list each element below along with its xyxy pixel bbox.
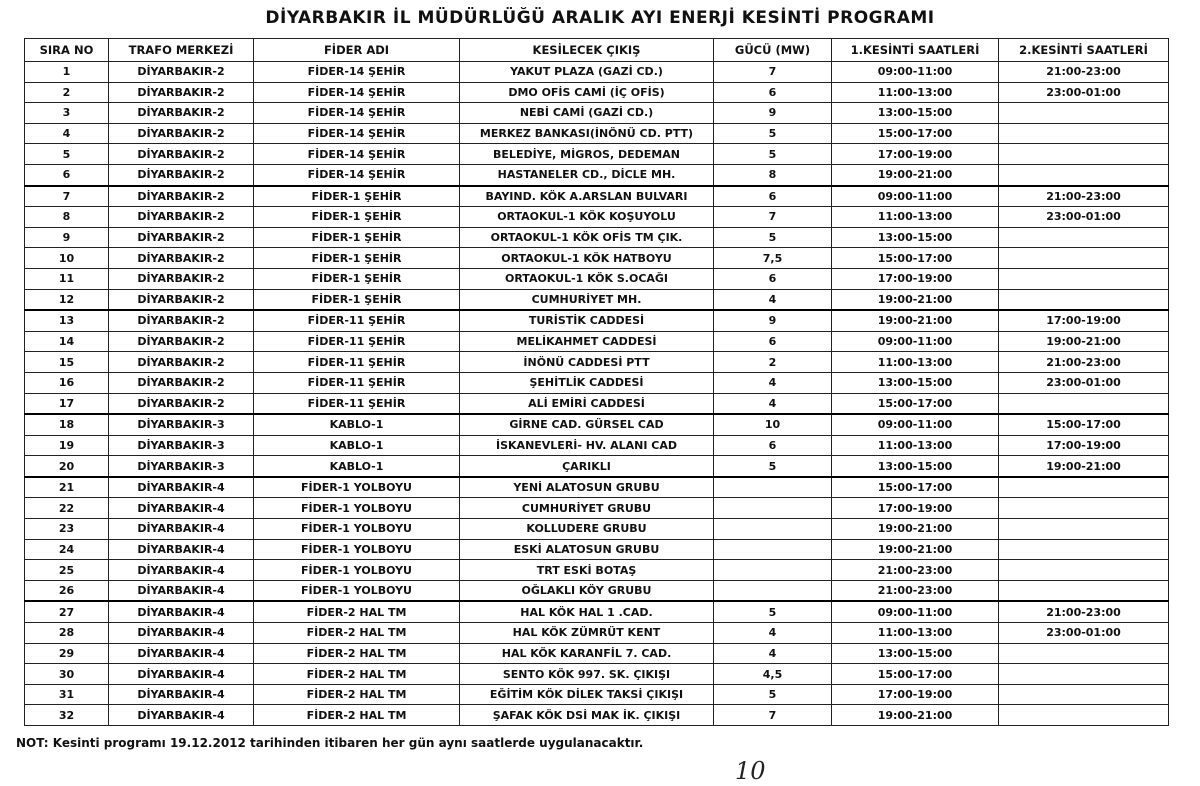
cell-gucu: 6: [714, 435, 832, 456]
cell-kesilecek-cikis: ÇARIKLI: [460, 456, 714, 477]
col-header-fider-adi: FİDER ADI: [254, 39, 460, 62]
cell-gucu: 6: [714, 268, 832, 289]
cell-gucu: [714, 477, 832, 498]
cell-kesinti-2: [999, 393, 1169, 414]
cell-kesinti-1: 21:00-23:00: [832, 560, 999, 581]
cell-kesinti-2: [999, 664, 1169, 685]
cell-kesinti-2: [999, 123, 1169, 144]
cell-kesilecek-cikis: EĞİTİM KÖK DİLEK TAKSİ ÇIKIŞI: [460, 684, 714, 705]
cell-kesilecek-cikis: TURİSTİK CADDESİ: [460, 310, 714, 331]
cell-kesilecek-cikis: ORTAOKUL-1 KÖK HATBOYU: [460, 248, 714, 269]
cell-sira-no: 4: [25, 123, 109, 144]
cell-kesilecek-cikis: HAL KÖK ZÜMRÜT KENT: [460, 623, 714, 644]
cell-gucu: 9: [714, 103, 832, 124]
table-row: [25, 248, 1169, 269]
cell-fider-adi: FİDER-2 HAL TM: [254, 705, 460, 726]
cell-trafo-merkezi: DİYARBAKIR-2: [109, 207, 254, 228]
cell-gucu: [714, 498, 832, 519]
cell-trafo-merkezi: DİYARBAKIR-2: [109, 82, 254, 103]
cell-fider-adi: FİDER-11 ŞEHİR: [254, 393, 460, 414]
outage-schedule-table: [24, 38, 1169, 726]
cell-kesinti-1: 15:00-17:00: [832, 248, 999, 269]
cell-sira-no: 13: [25, 310, 109, 331]
cell-gucu: 6: [714, 186, 832, 207]
cell-sira-no: 9: [25, 227, 109, 248]
table-row: [25, 289, 1169, 310]
cell-gucu: 5: [714, 684, 832, 705]
cell-sira-no: 11: [25, 268, 109, 289]
col-header-gucu: GÜCÜ (MW): [714, 39, 832, 62]
table-row: [25, 705, 1169, 726]
cell-sira-no: 18: [25, 414, 109, 435]
table-row: [25, 82, 1169, 103]
cell-kesilecek-cikis: HASTANELER CD., DİCLE MH.: [460, 164, 714, 185]
cell-kesilecek-cikis: GİRNE CAD. GÜRSEL CAD: [460, 414, 714, 435]
cell-kesinti-2: 21:00-23:00: [999, 352, 1169, 373]
cell-kesilecek-cikis: YAKUT PLAZA (GAZİ CD.): [460, 62, 714, 83]
cell-fider-adi: FİDER-11 ŞEHİR: [254, 310, 460, 331]
cell-trafo-merkezi: DİYARBAKIR-4: [109, 601, 254, 622]
cell-fider-adi: FİDER-2 HAL TM: [254, 684, 460, 705]
cell-sira-no: 31: [25, 684, 109, 705]
col-header-trafo-merkezi: TRAFO MERKEZİ: [109, 39, 254, 62]
table-row: [25, 393, 1169, 414]
cell-trafo-merkezi: DİYARBAKIR-4: [109, 539, 254, 560]
cell-fider-adi: FİDER-1 YOLBOYU: [254, 580, 460, 601]
document-title: DİYARBAKIR İL MÜDÜRLÜĞÜ ARALIK AYI ENERJİ KESİNTİ PROGRAMI: [265, 8, 935, 28]
table-row: [25, 664, 1169, 685]
cell-fider-adi: KABLO-1: [254, 435, 460, 456]
cell-kesinti-2: [999, 560, 1169, 581]
cell-kesilecek-cikis: İNÖNÜ CADDESİ PTT: [460, 352, 714, 373]
table-row: [25, 684, 1169, 705]
cell-kesinti-1: 17:00-19:00: [832, 684, 999, 705]
cell-kesilecek-cikis: CUMHURİYET MH.: [460, 289, 714, 310]
cell-gucu: [714, 539, 832, 560]
cell-kesinti-1: 19:00-21:00: [832, 289, 999, 310]
cell-kesinti-2: [999, 248, 1169, 269]
table-row: [25, 144, 1169, 165]
cell-kesilecek-cikis: CUMHURİYET GRUBU: [460, 498, 714, 519]
cell-kesinti-2: [999, 519, 1169, 540]
table-row: [25, 580, 1169, 601]
table-row: [25, 601, 1169, 622]
table-row: [25, 331, 1169, 352]
cell-trafo-merkezi: DİYARBAKIR-4: [109, 580, 254, 601]
table-row: [25, 414, 1169, 435]
cell-fider-adi: FİDER-11 ŞEHİR: [254, 372, 460, 393]
cell-gucu: 9: [714, 310, 832, 331]
cell-kesinti-2: 19:00-21:00: [999, 331, 1169, 352]
cell-fider-adi: FİDER-1 YOLBOYU: [254, 498, 460, 519]
cell-kesilecek-cikis: YENİ ALATOSUN GRUBU: [460, 477, 714, 498]
cell-sira-no: 30: [25, 664, 109, 685]
cell-kesilecek-cikis: ŞEHİTLİK CADDESİ: [460, 372, 714, 393]
cell-fider-adi: FİDER-1 YOLBOYU: [254, 539, 460, 560]
cell-fider-adi: FİDER-1 ŞEHİR: [254, 227, 460, 248]
cell-trafo-merkezi: DİYARBAKIR-4: [109, 519, 254, 540]
cell-kesinti-2: 23:00-01:00: [999, 82, 1169, 103]
cell-sira-no: 19: [25, 435, 109, 456]
cell-sira-no: 1: [25, 62, 109, 83]
cell-trafo-merkezi: DİYARBAKIR-3: [109, 456, 254, 477]
cell-kesinti-1: 15:00-17:00: [832, 664, 999, 685]
cell-kesinti-1: 13:00-15:00: [832, 103, 999, 124]
cell-kesinti-2: [999, 498, 1169, 519]
cell-kesilecek-cikis: DMO OFİS CAMİ (İÇ OFİS): [460, 82, 714, 103]
cell-sira-no: 22: [25, 498, 109, 519]
cell-kesinti-1: 09:00-11:00: [832, 601, 999, 622]
cell-gucu: 7: [714, 62, 832, 83]
cell-gucu: 6: [714, 82, 832, 103]
table-row: [25, 477, 1169, 498]
cell-fider-adi: FİDER-14 ŞEHİR: [254, 144, 460, 165]
cell-fider-adi: FİDER-14 ŞEHİR: [254, 103, 460, 124]
cell-sira-no: 28: [25, 623, 109, 644]
cell-fider-adi: FİDER-2 HAL TM: [254, 664, 460, 685]
cell-sira-no: 29: [25, 643, 109, 664]
cell-kesilecek-cikis: İSKANEVLERİ- HV. ALANI CAD: [460, 435, 714, 456]
cell-kesinti-1: 17:00-19:00: [832, 498, 999, 519]
cell-kesilecek-cikis: HAL KÖK KARANFİL 7. CAD.: [460, 643, 714, 664]
cell-fider-adi: KABLO-1: [254, 414, 460, 435]
cell-kesilecek-cikis: TRT ESKİ BOTAŞ: [460, 560, 714, 581]
handwritten-signature: 10: [735, 757, 766, 785]
table-row: [25, 310, 1169, 331]
cell-kesinti-2: 21:00-23:00: [999, 601, 1169, 622]
cell-kesinti-2: 23:00-01:00: [999, 623, 1169, 644]
cell-gucu: 5: [714, 144, 832, 165]
cell-trafo-merkezi: DİYARBAKIR-2: [109, 186, 254, 207]
table-row: [25, 560, 1169, 581]
cell-kesinti-2: 17:00-19:00: [999, 435, 1169, 456]
cell-trafo-merkezi: DİYARBAKIR-2: [109, 103, 254, 124]
cell-gucu: 4: [714, 372, 832, 393]
cell-kesinti-2: 23:00-01:00: [999, 372, 1169, 393]
table-row: [25, 372, 1169, 393]
table-row: [25, 643, 1169, 664]
cell-kesinti-1: 13:00-15:00: [832, 456, 999, 477]
cell-fider-adi: FİDER-14 ŞEHİR: [254, 164, 460, 185]
cell-sira-no: 6: [25, 164, 109, 185]
cell-trafo-merkezi: DİYARBAKIR-3: [109, 435, 254, 456]
cell-kesilecek-cikis: BAYIND. KÖK A.ARSLAN BULVARI: [460, 186, 714, 207]
cell-kesilecek-cikis: MERKEZ BANKASI(İNÖNÜ CD. PTT): [460, 123, 714, 144]
cell-sira-no: 26: [25, 580, 109, 601]
cell-kesilecek-cikis: KOLLUDERE GRUBU: [460, 519, 714, 540]
cell-trafo-merkezi: DİYARBAKIR-4: [109, 705, 254, 726]
cell-kesilecek-cikis: ESKİ ALATOSUN GRUBU: [460, 539, 714, 560]
cell-trafo-merkezi: DİYARBAKIR-2: [109, 123, 254, 144]
cell-sira-no: 2: [25, 82, 109, 103]
cell-kesinti-2: [999, 539, 1169, 560]
cell-kesinti-2: [999, 227, 1169, 248]
table-row: [25, 519, 1169, 540]
cell-kesinti-1: 19:00-21:00: [832, 519, 999, 540]
cell-kesilecek-cikis: NEBİ CAMİ (GAZİ CD.): [460, 103, 714, 124]
cell-gucu: 4: [714, 289, 832, 310]
cell-gucu: 5: [714, 227, 832, 248]
cell-fider-adi: FİDER-14 ŞEHİR: [254, 123, 460, 144]
cell-kesinti-1: 19:00-21:00: [832, 705, 999, 726]
cell-fider-adi: FİDER-1 ŞEHİR: [254, 186, 460, 207]
cell-kesinti-2: 15:00-17:00: [999, 414, 1169, 435]
cell-sira-no: 14: [25, 331, 109, 352]
cell-sira-no: 25: [25, 560, 109, 581]
cell-kesinti-2: [999, 684, 1169, 705]
cell-kesinti-2: [999, 477, 1169, 498]
cell-gucu: 5: [714, 123, 832, 144]
cell-sira-no: 23: [25, 519, 109, 540]
cell-fider-adi: FİDER-11 ŞEHİR: [254, 331, 460, 352]
cell-kesinti-1: 13:00-15:00: [832, 227, 999, 248]
cell-trafo-merkezi: DİYARBAKIR-2: [109, 268, 254, 289]
table-row: [25, 352, 1169, 373]
cell-sira-no: 12: [25, 289, 109, 310]
cell-fider-adi: KABLO-1: [254, 456, 460, 477]
cell-kesinti-2: 21:00-23:00: [999, 186, 1169, 207]
cell-sira-no: 17: [25, 393, 109, 414]
cell-gucu: [714, 580, 832, 601]
cell-sira-no: 27: [25, 601, 109, 622]
cell-gucu: 4: [714, 393, 832, 414]
cell-kesinti-1: 21:00-23:00: [832, 580, 999, 601]
cell-sira-no: 10: [25, 248, 109, 269]
cell-trafo-merkezi: DİYARBAKIR-4: [109, 477, 254, 498]
cell-fider-adi: FİDER-2 HAL TM: [254, 601, 460, 622]
cell-kesinti-1: 15:00-17:00: [832, 393, 999, 414]
table-row: [25, 123, 1169, 144]
cell-trafo-merkezi: DİYARBAKIR-2: [109, 62, 254, 83]
cell-kesinti-2: [999, 705, 1169, 726]
header-row: [25, 39, 1169, 62]
cell-kesilecek-cikis: ORTAOKUL-1 KÖK KOŞUYOLU: [460, 207, 714, 228]
cell-trafo-merkezi: DİYARBAKIR-4: [109, 643, 254, 664]
cell-kesilecek-cikis: HAL KÖK HAL 1 .CAD.: [460, 601, 714, 622]
cell-kesinti-1: 11:00-13:00: [832, 207, 999, 228]
cell-gucu: 10: [714, 414, 832, 435]
table-row: [25, 103, 1169, 124]
cell-kesinti-1: 15:00-17:00: [832, 123, 999, 144]
cell-kesinti-2: [999, 289, 1169, 310]
cell-kesilecek-cikis: MELİKAHMET CADDESİ: [460, 331, 714, 352]
cell-kesinti-2: [999, 643, 1169, 664]
cell-kesinti-1: 11:00-13:00: [832, 82, 999, 103]
cell-kesinti-2: [999, 268, 1169, 289]
cell-kesinti-2: 23:00-01:00: [999, 207, 1169, 228]
cell-trafo-merkezi: DİYARBAKIR-4: [109, 498, 254, 519]
cell-kesinti-2: [999, 580, 1169, 601]
cell-kesinti-1: 17:00-19:00: [832, 144, 999, 165]
cell-sira-no: 7: [25, 186, 109, 207]
cell-gucu: 6: [714, 331, 832, 352]
cell-fider-adi: FİDER-1 YOLBOYU: [254, 519, 460, 540]
cell-fider-adi: FİDER-1 ŞEHİR: [254, 207, 460, 228]
cell-fider-adi: FİDER-1 YOLBOYU: [254, 560, 460, 581]
cell-trafo-merkezi: DİYARBAKIR-2: [109, 144, 254, 165]
cell-sira-no: 5: [25, 144, 109, 165]
cell-kesinti-1: 11:00-13:00: [832, 623, 999, 644]
cell-gucu: 4: [714, 643, 832, 664]
cell-kesilecek-cikis: OĞLAKLI KÖY GRUBU: [460, 580, 714, 601]
table-row: [25, 62, 1169, 83]
cell-gucu: [714, 560, 832, 581]
cell-fider-adi: FİDER-1 ŞEHİR: [254, 268, 460, 289]
cell-fider-adi: FİDER-11 ŞEHİR: [254, 352, 460, 373]
cell-trafo-merkezi: DİYARBAKIR-2: [109, 248, 254, 269]
cell-trafo-merkezi: DİYARBAKIR-2: [109, 372, 254, 393]
cell-trafo-merkezi: DİYARBAKIR-4: [109, 623, 254, 644]
col-header-kesinti-2: 2.KESİNTİ SAATLERİ: [999, 39, 1169, 62]
cell-sira-no: 32: [25, 705, 109, 726]
cell-kesinti-1: 09:00-11:00: [832, 62, 999, 83]
cell-sira-no: 21: [25, 477, 109, 498]
cell-kesinti-1: 09:00-11:00: [832, 186, 999, 207]
cell-trafo-merkezi: DİYARBAKIR-2: [109, 310, 254, 331]
cell-kesinti-1: 17:00-19:00: [832, 268, 999, 289]
table-row: [25, 186, 1169, 207]
cell-kesinti-1: 15:00-17:00: [832, 477, 999, 498]
cell-sira-no: 24: [25, 539, 109, 560]
cell-kesilecek-cikis: ORTAOKUL-1 KÖK S.OCAĞI: [460, 268, 714, 289]
cell-gucu: 4,5: [714, 664, 832, 685]
table-row: [25, 539, 1169, 560]
cell-kesilecek-cikis: ORTAOKUL-1 KÖK OFİS TM ÇIK.: [460, 227, 714, 248]
cell-kesinti-1: 11:00-13:00: [832, 435, 999, 456]
cell-kesinti-1: 19:00-21:00: [832, 310, 999, 331]
cell-kesinti-2: 19:00-21:00: [999, 456, 1169, 477]
cell-kesinti-1: 13:00-15:00: [832, 643, 999, 664]
table-row: [25, 164, 1169, 185]
cell-fider-adi: FİDER-2 HAL TM: [254, 643, 460, 664]
cell-kesinti-2: [999, 103, 1169, 124]
cell-fider-adi: FİDER-2 HAL TM: [254, 623, 460, 644]
cell-trafo-merkezi: DİYARBAKIR-2: [109, 164, 254, 185]
cell-kesinti-2: 21:00-23:00: [999, 62, 1169, 83]
cell-fider-adi: FİDER-1 ŞEHİR: [254, 248, 460, 269]
cell-sira-no: 15: [25, 352, 109, 373]
cell-trafo-merkezi: DİYARBAKIR-2: [109, 289, 254, 310]
cell-kesinti-1: 13:00-15:00: [832, 372, 999, 393]
cell-fider-adi: FİDER-14 ŞEHİR: [254, 82, 460, 103]
cell-trafo-merkezi: DİYARBAKIR-2: [109, 227, 254, 248]
cell-kesilecek-cikis: SENTO KÖK 997. SK. ÇIKIŞI: [460, 664, 714, 685]
cell-kesinti-1: 19:00-21:00: [832, 164, 999, 185]
table-row: [25, 207, 1169, 228]
cell-gucu: 8: [714, 164, 832, 185]
cell-trafo-merkezi: DİYARBAKIR-4: [109, 560, 254, 581]
cell-gucu: 5: [714, 456, 832, 477]
table-row: [25, 268, 1169, 289]
cell-gucu: 7: [714, 705, 832, 726]
cell-fider-adi: FİDER-1 ŞEHİR: [254, 289, 460, 310]
table-row: [25, 227, 1169, 248]
cell-sira-no: 16: [25, 372, 109, 393]
cell-trafo-merkezi: DİYARBAKIR-4: [109, 664, 254, 685]
cell-kesinti-1: 11:00-13:00: [832, 352, 999, 373]
cell-kesilecek-cikis: BELEDİYE, MİGROS, DEDEMAN: [460, 144, 714, 165]
cell-kesinti-2: [999, 164, 1169, 185]
cell-fider-adi: FİDER-14 ŞEHİR: [254, 62, 460, 83]
cell-gucu: 7: [714, 207, 832, 228]
cell-sira-no: 3: [25, 103, 109, 124]
cell-kesinti-1: 09:00-11:00: [832, 331, 999, 352]
footnote: NOT: Kesinti programı 19.12.2012 tarihinden itibaren her gün aynı saatlerde uygulanacaktır.: [16, 736, 644, 750]
cell-gucu: 5: [714, 601, 832, 622]
cell-trafo-merkezi: DİYARBAKIR-2: [109, 331, 254, 352]
cell-gucu: [714, 519, 832, 540]
table-row: [25, 498, 1169, 519]
cell-kesinti-2: [999, 144, 1169, 165]
cell-trafo-merkezi: DİYARBAKIR-4: [109, 684, 254, 705]
col-header-kesinti-1: 1.KESİNTİ SAATLERİ: [832, 39, 999, 62]
table-row: [25, 623, 1169, 644]
table-row: [25, 435, 1169, 456]
cell-gucu: 7,5: [714, 248, 832, 269]
cell-kesilecek-cikis: ALİ EMİRİ CADDESİ: [460, 393, 714, 414]
cell-sira-no: 20: [25, 456, 109, 477]
cell-gucu: 2: [714, 352, 832, 373]
cell-kesinti-1: 09:00-11:00: [832, 414, 999, 435]
col-header-kesilecek-cikis: KESİLECEK ÇIKIŞ: [460, 39, 714, 62]
table-row: [25, 456, 1169, 477]
cell-gucu: 4: [714, 623, 832, 644]
cell-fider-adi: FİDER-1 YOLBOYU: [254, 477, 460, 498]
cell-trafo-merkezi: DİYARBAKIR-3: [109, 414, 254, 435]
cell-kesilecek-cikis: ŞAFAK KÖK DSİ MAK İK. ÇIKIŞI: [460, 705, 714, 726]
col-header-sira-no: SIRA NO: [25, 39, 109, 62]
cell-sira-no: 8: [25, 207, 109, 228]
cell-trafo-merkezi: DİYARBAKIR-2: [109, 352, 254, 373]
cell-trafo-merkezi: DİYARBAKIR-2: [109, 393, 254, 414]
cell-kesinti-1: 19:00-21:00: [832, 539, 999, 560]
cell-kesinti-2: 17:00-19:00: [999, 310, 1169, 331]
